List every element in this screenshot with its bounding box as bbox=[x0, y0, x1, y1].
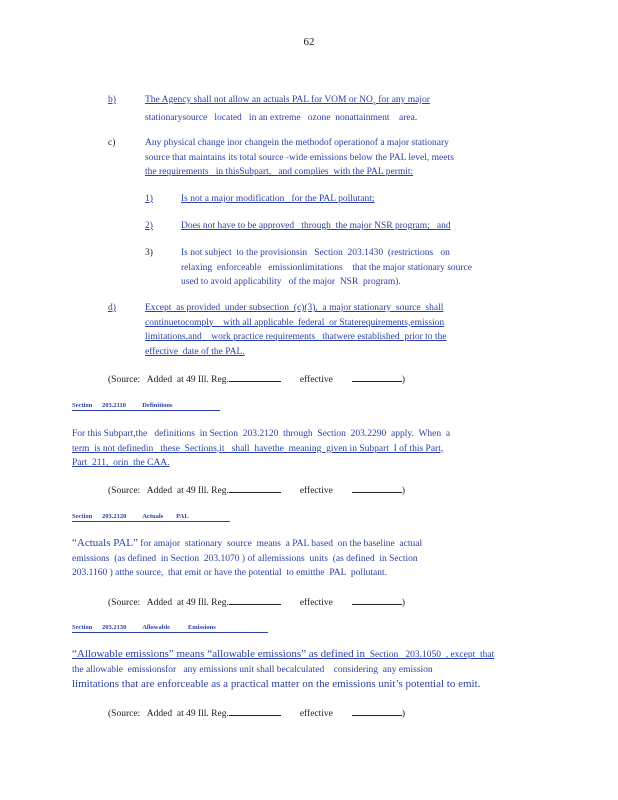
register-blank bbox=[229, 482, 281, 493]
sub-1-marker: 1) bbox=[145, 194, 153, 204]
source-effective: effective bbox=[299, 486, 333, 496]
item-b-line1b: for any major bbox=[375, 95, 430, 105]
section-2120-body bbox=[72, 536, 542, 581]
item-b-line2: stationarysource located in an extreme ozone nonattainment area. bbox=[145, 113, 418, 124]
source-close: ) bbox=[401, 709, 406, 719]
source-line bbox=[108, 482, 405, 496]
source-line bbox=[108, 594, 405, 608]
effective-blank bbox=[352, 594, 402, 605]
item-d-line3: limitations,and work practice requirements thatwere established prior to the bbox=[145, 332, 447, 342]
page-number: 62 bbox=[303, 36, 315, 48]
item-c-marker: c) bbox=[108, 138, 116, 148]
section-2110-line1: For this Subpart,the definitions in Section 203.2120 through Section 203.2290 apply. When a bbox=[72, 429, 451, 439]
item-d-line1: Except as provided under subsection (c)(3), a major stationary source shall bbox=[145, 303, 444, 313]
sub-3-marker: 3) bbox=[145, 248, 153, 258]
section-2120-line3: 203.1160 ) atthe source, that emit or have the potential to emitthe PAL pollutant. bbox=[72, 568, 388, 578]
section-heading-2120: Section 203.2120 Actuals PAL bbox=[72, 513, 230, 522]
section-heading-2110: Section 203.2110 Definitions bbox=[72, 402, 220, 411]
item-d-marker: d) bbox=[108, 303, 116, 313]
item-c-line2: source that maintains its total source -wide emissions below the PAL level, meets bbox=[145, 152, 454, 163]
item-d-text bbox=[145, 301, 545, 359]
source-effective: effective bbox=[299, 375, 333, 385]
section-2120-lead: “Actuals PAL” bbox=[72, 537, 138, 549]
item-b-sub: x bbox=[372, 100, 376, 107]
sub-3-line1: Is not subject to the provisionsin Section 203.1430 (restrictions on bbox=[181, 248, 450, 258]
source-prefix: (Source: Added at 49 Ill. Reg. bbox=[108, 598, 229, 608]
section-heading-2130: Section 203.2130 Allowable Emissions bbox=[72, 624, 268, 633]
section-2110-line2: term is not definedin these Sections,it shall havethe meaning given in Subpart I of this Part, bbox=[72, 443, 444, 454]
section-2120-line1: for amajor stationary source means a PAL based on the baseline actual bbox=[137, 539, 423, 549]
sub-2-marker: 2) bbox=[145, 221, 153, 231]
sub-3-line3: used to avoid applicability of the major NSR program). bbox=[181, 277, 401, 287]
sub-3-line2: relaxing enforceable emissionlimitations that the major stationary source bbox=[181, 262, 472, 273]
source-line bbox=[108, 705, 405, 719]
sub-1-text: Is not a major modification for the PAL pollutant; bbox=[181, 194, 375, 204]
source-line bbox=[108, 371, 405, 385]
source-prefix: (Source: Added at 49 Ill. Reg. bbox=[108, 375, 229, 385]
source-close: ) bbox=[401, 486, 406, 496]
source-prefix: (Source: Added at 49 Ill. Reg. bbox=[108, 486, 229, 496]
item-d-line2: continuetocomply with all applicable federal or Staterequirements,emission bbox=[145, 317, 445, 328]
item-c-line1: Any physical change inor changein the methodof operationof a major stationary bbox=[145, 138, 449, 148]
item-b-text bbox=[145, 93, 545, 126]
item-b-line1: The Agency shall not allow an actuals PAL for VOM or NO bbox=[145, 95, 373, 105]
section-2120-line2: emissions (as defined in Section 203.1070 ) of allemissions units (as defined in Section bbox=[72, 553, 418, 564]
sub-2-text: Does not have to be approved through the major NSR program; and bbox=[181, 221, 451, 231]
source-effective: effective bbox=[299, 598, 333, 608]
section-2130-lead: “Allowable emissions” means “allowable emissions” as defined in bbox=[72, 648, 365, 660]
section-2110-body bbox=[72, 427, 542, 471]
source-effective: effective bbox=[299, 709, 333, 719]
section-2130-line1: the allowable emissionsfor any emissions unit shall becalculated considering any emission bbox=[72, 664, 433, 675]
sub-3-text bbox=[181, 246, 541, 290]
source-close: ) bbox=[401, 598, 406, 608]
source-close: ) bbox=[401, 375, 406, 385]
register-blank bbox=[229, 705, 281, 716]
section-2130-body bbox=[72, 647, 552, 692]
item-b-marker: b) bbox=[108, 95, 116, 105]
section-2110-line3: Part 211, orin the CAA. bbox=[72, 458, 170, 468]
source-prefix: (Source: Added at 49 Ill. Reg. bbox=[108, 709, 229, 719]
section-2130-line2: limitations that are enforceable as a practical matter on the emissions unit’s potential to emit. bbox=[72, 678, 481, 690]
section-2130-lead-tail: Section 203.1050 , except that bbox=[364, 650, 495, 660]
effective-blank bbox=[352, 482, 402, 493]
item-c-line3: the requirements in thisSubpart, and complies with the PAL permit: bbox=[145, 167, 414, 177]
effective-blank bbox=[352, 371, 402, 382]
register-blank bbox=[229, 594, 281, 605]
register-blank bbox=[229, 371, 281, 382]
item-d-line4: effective date of the PAL. bbox=[145, 346, 245, 357]
item-c-text bbox=[145, 136, 545, 180]
effective-blank bbox=[352, 705, 402, 716]
